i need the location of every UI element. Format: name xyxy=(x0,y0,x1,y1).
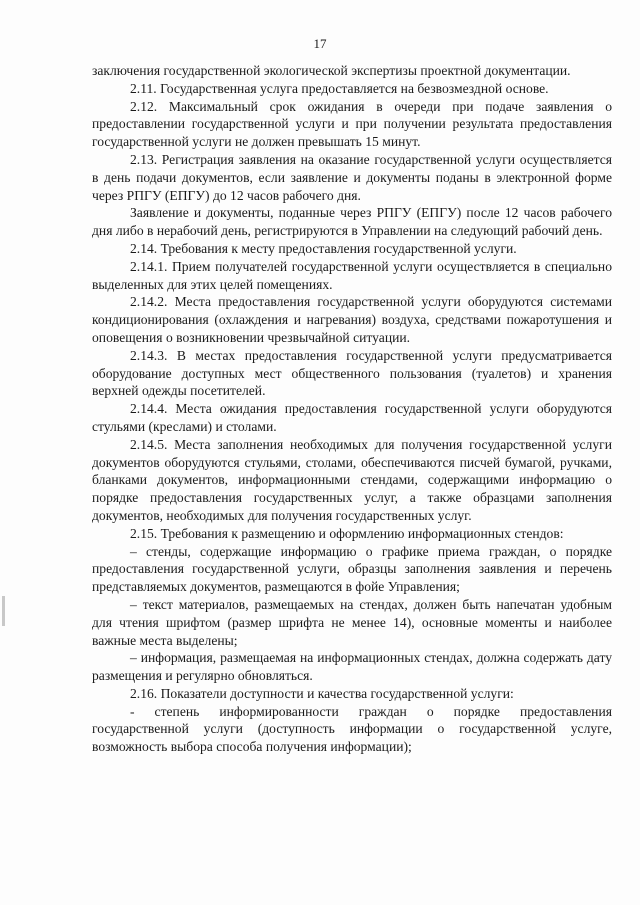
paragraph-2-13: 2.13. Регистрация заявления на оказание государственной услуги осуществляется в день подачи документов, если заявление и документы поданы в электронной форме через РПГУ (ЕПГУ) до 12 часов рабочего дня. xyxy=(92,151,612,203)
paragraph-2-13-registration: Заявление и документы, поданные через РПГУ (ЕПГУ) после 12 часов рабочего дня либо в нерабочий день, регистрируются в Управлении на следующий рабочий день. xyxy=(92,205,612,239)
paragraph-2-14-1: 2.14.1. Прием получателей государственной услуги осуществляется в специально выделенных для этих целей помещениях. xyxy=(92,258,612,292)
paragraph-2-14-2: 2.14.2. Места предоставления государственной услуги оборудуются системами кондиционирования (охлаждения и нагревания) воздуха, средствами пожаротушения и оповещения о возникновении чрезвычайной ситуации. xyxy=(92,294,612,345)
paragraph-2-14-3: 2.14.3. В местах предоставления государственной услуги предусматривается оборудование доступных мест общественного пользования (туалетов) и хранения верхней одежды посетителей. xyxy=(92,347,612,399)
paragraph-2-14: 2.14. Требования к месту предоставления государственной услуги. xyxy=(130,240,517,256)
scan-edge-mark xyxy=(2,596,5,626)
paragraph-continuation: заключения государственной экологической экспертизы проектной документации. xyxy=(92,63,571,78)
document-body xyxy=(92,62,612,756)
paragraph-2-15: 2.15. Требования к размещению и оформлению информационных стендов: xyxy=(130,525,564,541)
list-item-font: – текст материалов, размещаемых на стендах, должен быть напечатан удобным для чтения шрифтом (размер шрифта не менее 14), основные моменты и наиболее важные места выделены; xyxy=(92,596,612,648)
paragraph-2-14-4: 2.14.4. Места ожидания предоставления государственной услуги оборудуются стульями (креслами) и столами. xyxy=(92,401,612,434)
list-item-update: – информация, размещаемая на информационных стендах, должна содержать дату размещения и регулярно обновляться. xyxy=(92,650,612,684)
paragraph-2-16: 2.16. Показатели доступности и качества государственной услуги: xyxy=(130,685,514,701)
page-number: 17 xyxy=(313,36,327,51)
list-item-stands: – стенды, содержащие информацию о графике приема граждан, о порядке предоставления государственной услуги, образцы заполнения заявления и перечень представляемых документов, размещаются в фойе Управления; xyxy=(92,543,612,595)
paragraph-2-14-5: 2.14.5. Места заполнения необходимых для получения государственной услуги документов оборудуются стульями, столами, обеспечиваются писчей бумагой, ручками, бланками документов, информационными стендами, содержащими информацию о порядке предоставления государственных услуг, а также образцами заполнения документов, необходимых для получения государственных услуг. xyxy=(92,436,612,523)
list-item-informedness: - степень информированности граждан о порядке предоставления государственной услуги (доступность информации о государственной услуге, возможность выбора способа получения информации); xyxy=(92,703,612,755)
paragraph-2-12: 2.12. Максимальный срок ожидания в очереди при подаче заявления о предоставлении государственной услуги и при получении результата предоставления государственной услуги не должен превышать 15 минут. xyxy=(92,98,612,150)
paragraph-2-11: 2.11. Государственная услуга предоставляется на безвозмездной основе. xyxy=(130,80,549,96)
